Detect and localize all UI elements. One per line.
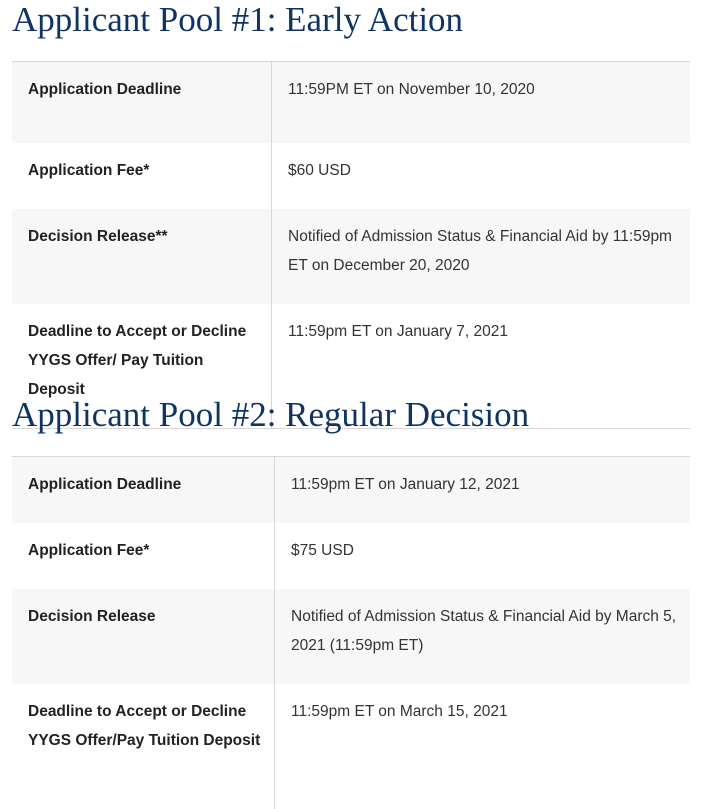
pool-title: Applicant Pool #1: Early Action (12, 0, 464, 39)
table-row (12, 523, 690, 589)
row-value: $75 USD (275, 523, 691, 589)
table-row (12, 589, 690, 684)
row-value: Notified of Admission Status & Financial Aid by March 5, 2021 (11:59pm ET) (275, 589, 691, 684)
table-row (12, 143, 690, 209)
row-label: Application Deadline (12, 457, 275, 524)
pool-schedule-table (12, 61, 690, 429)
row-label: Application Fee* (28, 162, 150, 179)
row-label: Application Deadline (12, 62, 272, 144)
row-value: 11:59PM ET on November 10, 2020 (272, 62, 691, 144)
table-row (12, 684, 690, 809)
pool-schedule-table (12, 456, 690, 809)
row-label: Decision Release (12, 589, 275, 684)
row-value: 11:59pm ET on January 12, 2021 (275, 457, 691, 524)
row-value: 11:59pm ET on March 15, 2021 (275, 684, 691, 809)
table-row (12, 62, 690, 144)
row-label: Application Fee* (28, 542, 150, 559)
row-value: 11:59pm ET on January 7, 2021 (272, 304, 691, 429)
row-value: Notified of Admission Status & Financial Aid by 11:59pm ET on December 20, 2020 (272, 209, 691, 304)
pool-title: Applicant Pool #2: Regular Decision (12, 395, 530, 434)
row-value: $60 USD (272, 143, 691, 209)
table-row (12, 209, 690, 304)
row-label: Decision Release** (12, 209, 272, 304)
row-label: Deadline to Accept or Decline YYGS Offer/ Pay Tuition Deposit (28, 323, 247, 398)
table-row (12, 457, 690, 524)
row-label: Deadline to Accept or Decline YYGS Offer/Pay Tuition Deposit (28, 703, 261, 749)
